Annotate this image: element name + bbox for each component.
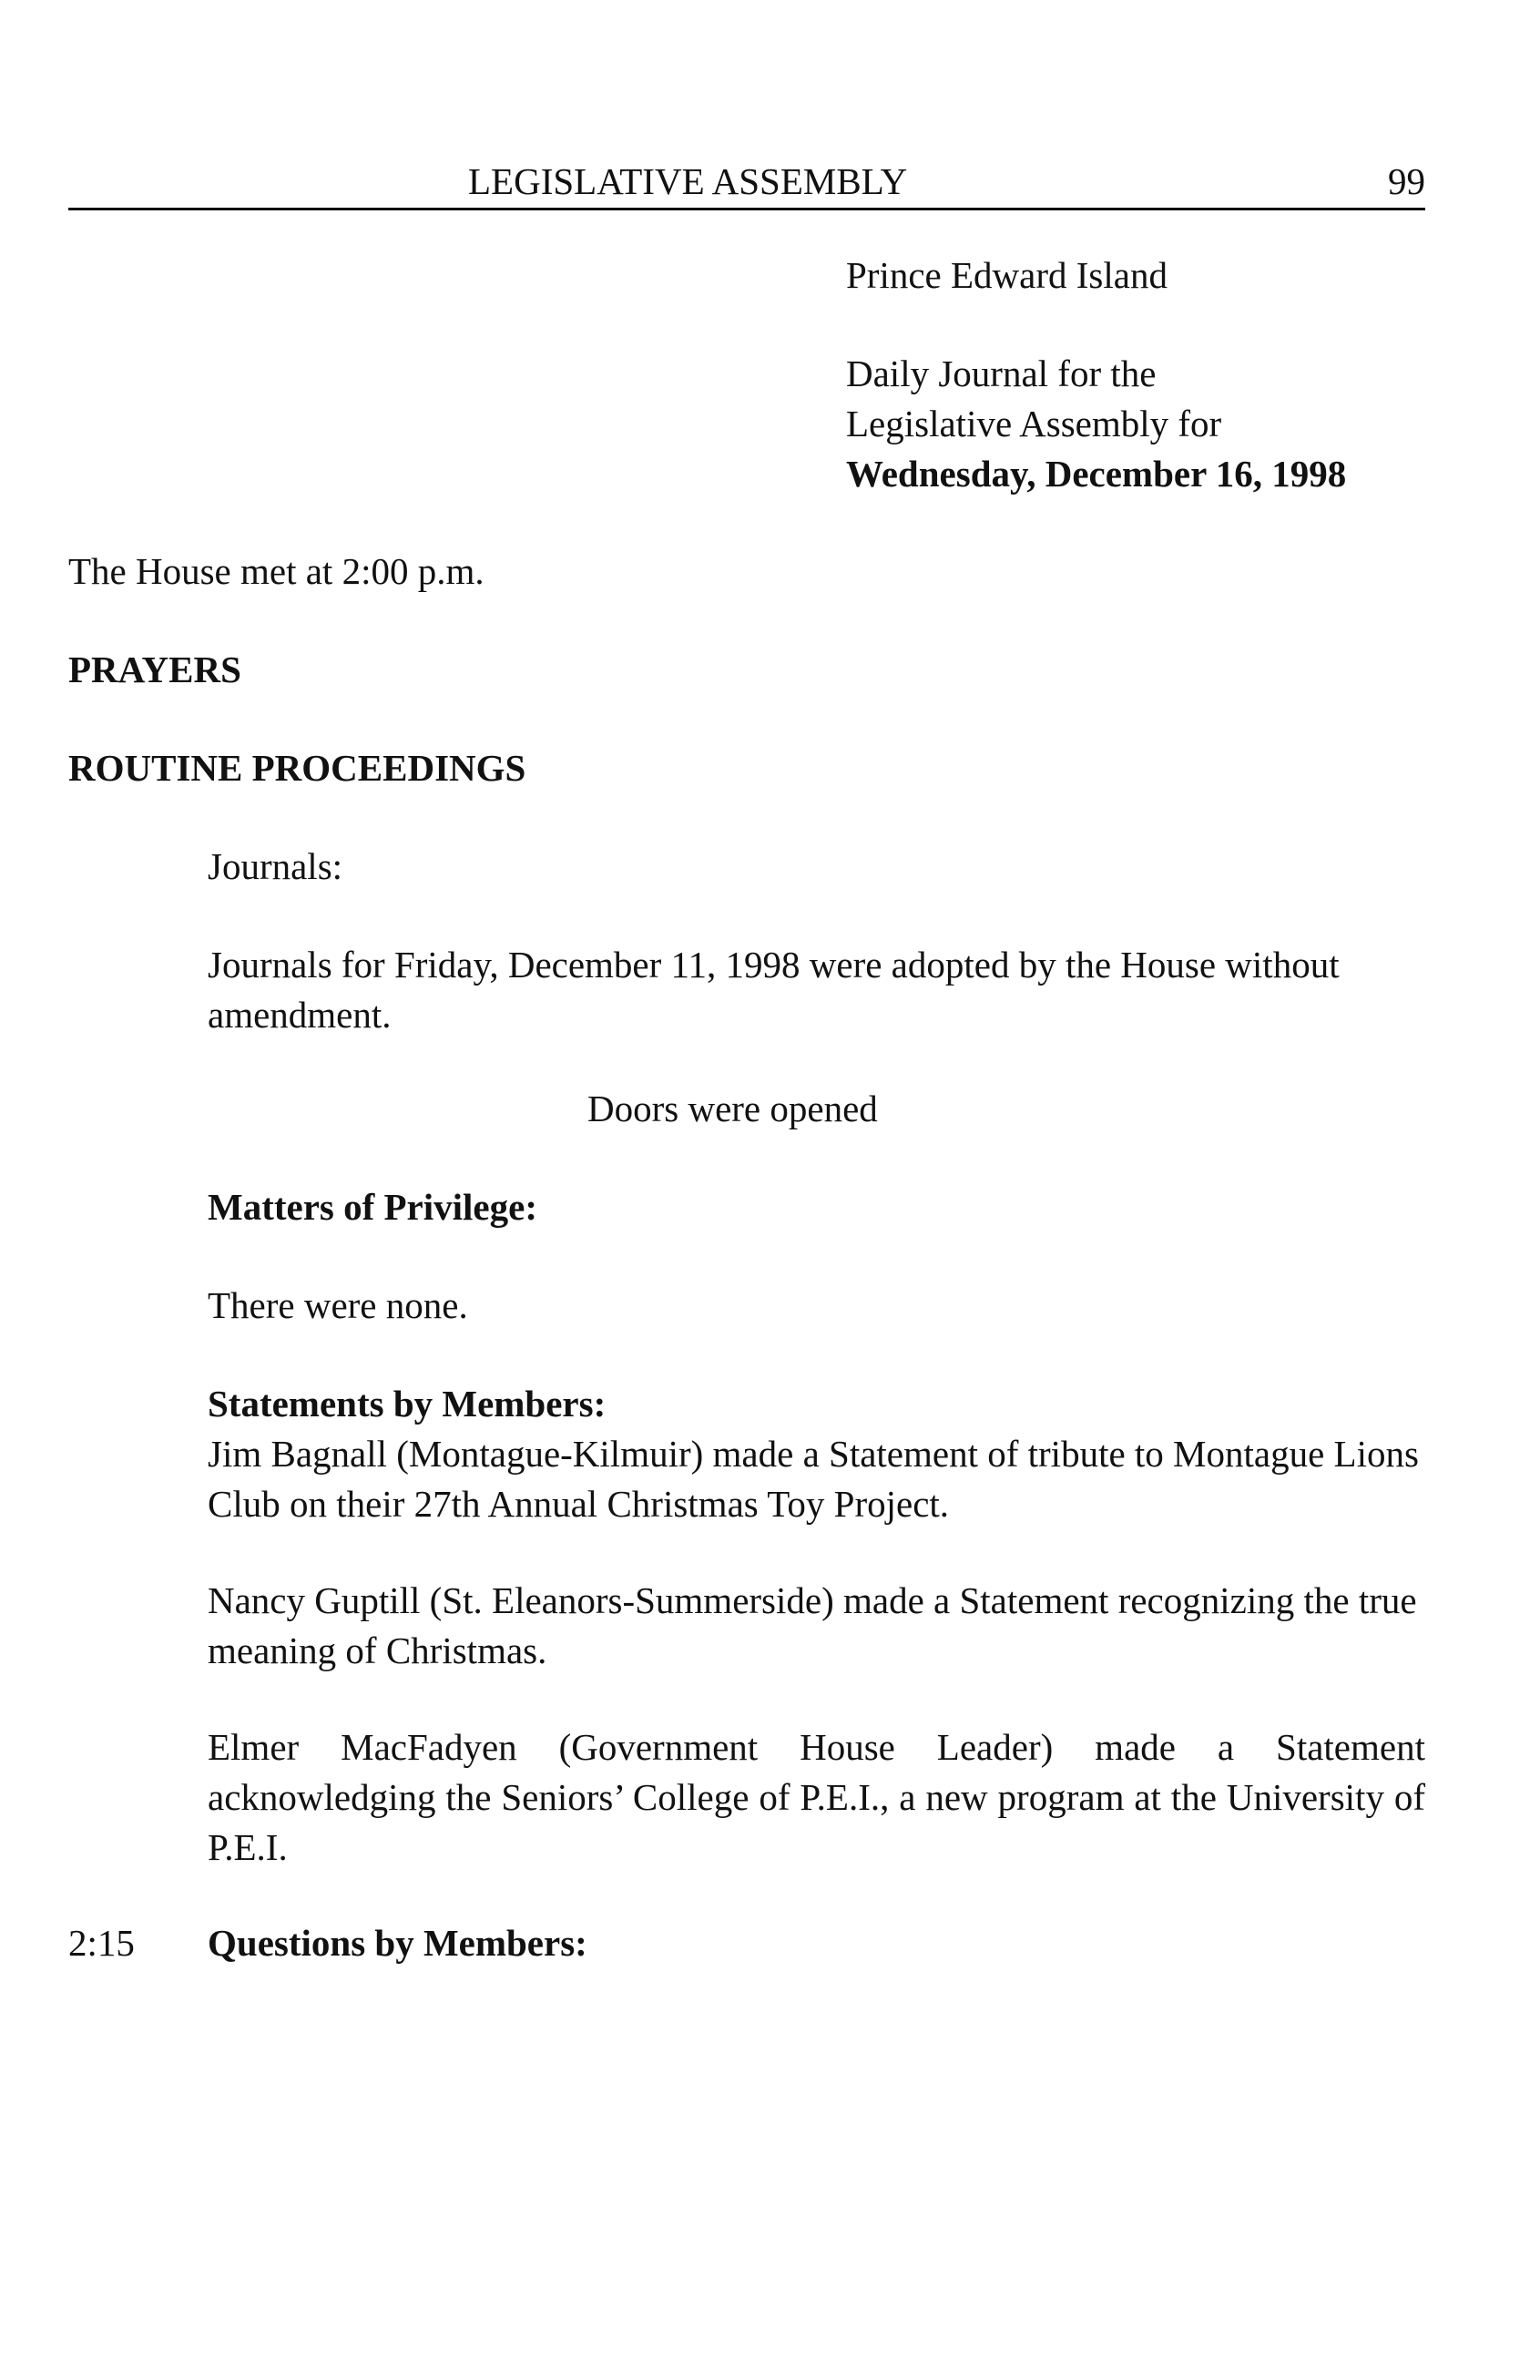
journals-text: Journals for Friday, December 11, 1998 were adopted by the House without amendment. [208, 944, 1340, 1036]
house-met-time: The House met at 2:00 p.m. [68, 550, 484, 592]
privilege-heading: Matters of Privilege: [208, 1186, 537, 1228]
prayers-heading: PRAYERS [68, 649, 241, 690]
questions-time: 2:15 [68, 1922, 135, 1964]
page-number: 99 [1388, 160, 1425, 202]
journal-place: Prince Edward Island [846, 254, 1168, 296]
statement-item: Jim Bagnall (Montague-Kilmuir) made a Statement of tribute to Montague Lions Club on their 27th Annual Christmas Toy Project. [208, 1433, 1419, 1525]
statement-item: Nancy Guptill (St. Eleanors-Summerside) made a Statement recognizing the true meaning of Christmas. [208, 1579, 1417, 1671]
statement-item: Elmer MacFadyen (Government House Leader) made a Statement acknowledging the Seniors’ College of P.E.I., a new program at the University of P.E.I. [208, 1726, 1425, 1868]
journal-title-line-1: Daily Journal for the [846, 352, 1157, 394]
running-head [68, 157, 1425, 210]
journal-date: Wednesday, December 16, 1998 [846, 453, 1347, 495]
privilege-text: There were none. [208, 1284, 468, 1326]
statements-heading: Statements by Members: [208, 1383, 607, 1425]
questions-heading: Questions by Members: [208, 1922, 587, 1964]
routine-proceedings-heading: ROUTINE PROCEEDINGS [68, 747, 526, 789]
journal-title-line-2: Legislative Assembly for [846, 403, 1222, 444]
doors-opened-note: Doors were opened [587, 1088, 878, 1129]
journals-heading: Journals: [208, 845, 343, 887]
running-head-title: LEGISLATIVE ASSEMBLY [468, 160, 908, 202]
